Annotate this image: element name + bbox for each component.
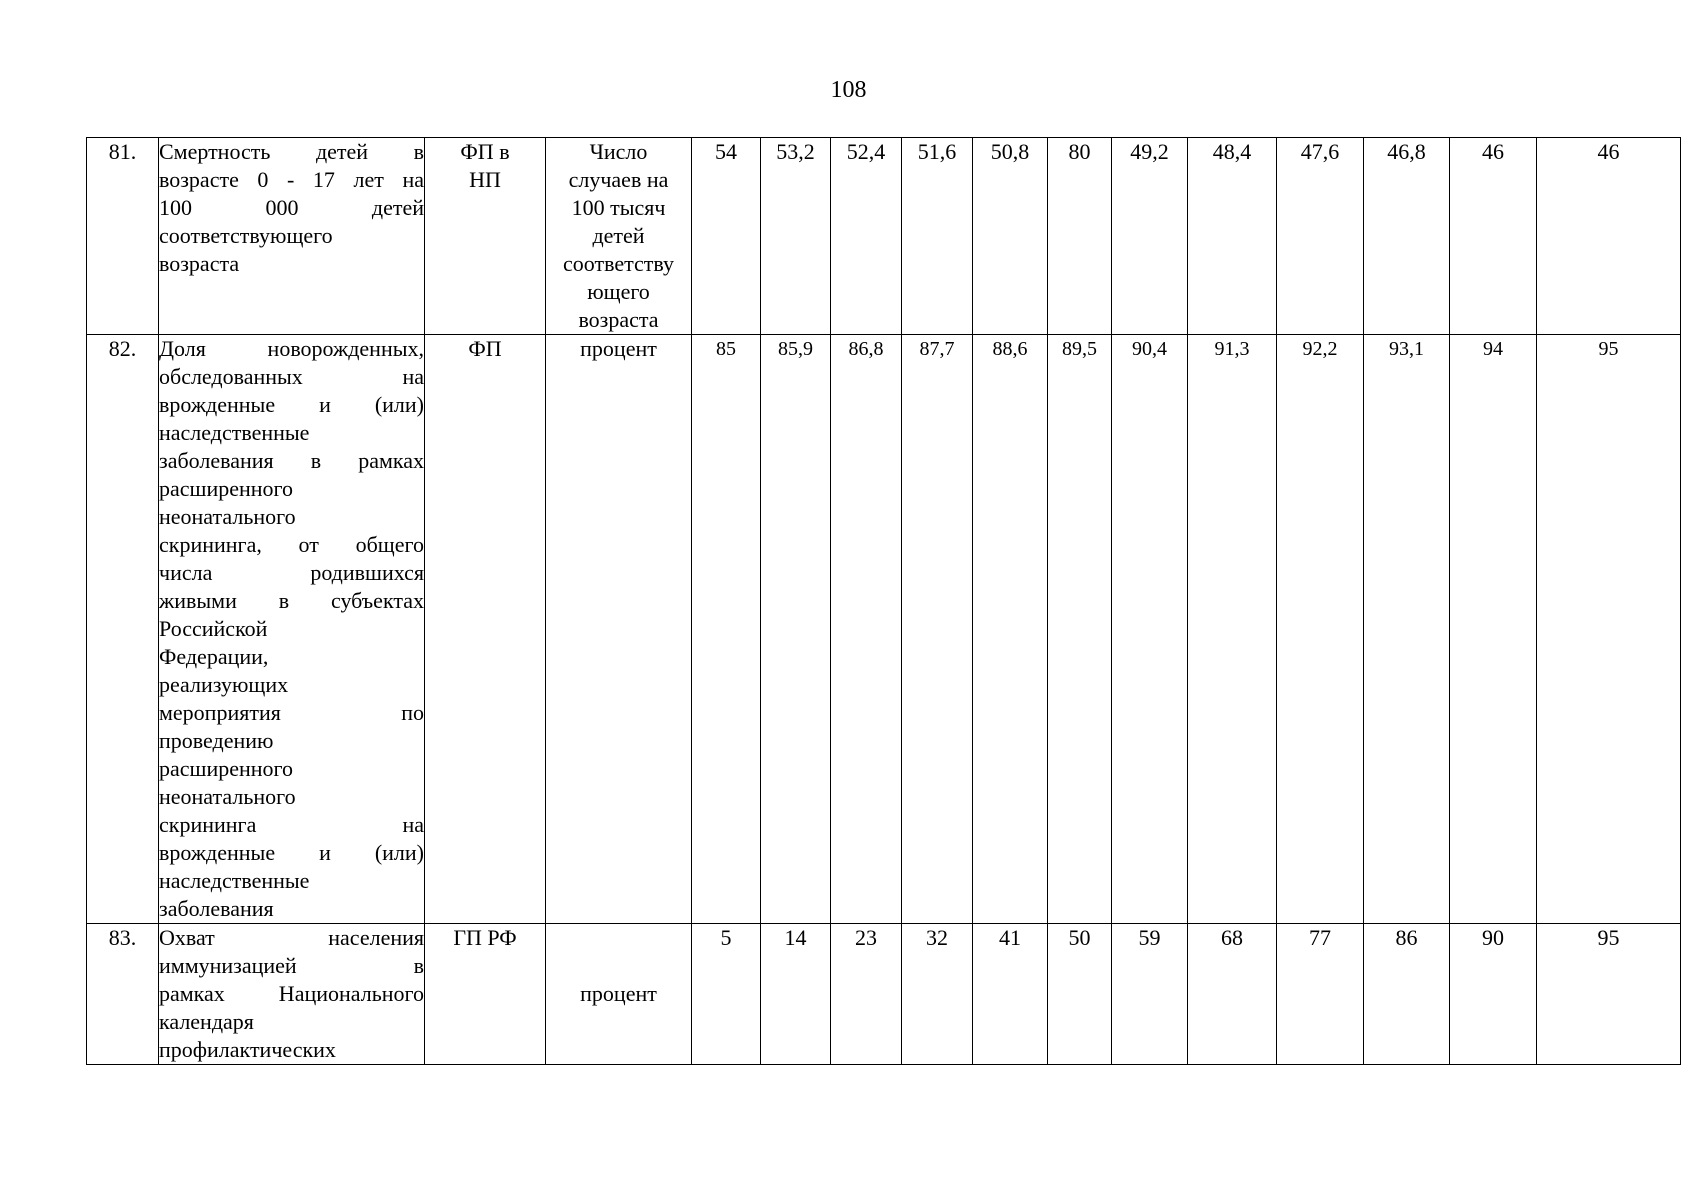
indicator-unit-line: процент <box>580 981 657 1006</box>
indicator-value: 53,2 <box>761 138 831 335</box>
table-row <box>87 138 1681 335</box>
indicator-value: 46 <box>1537 138 1681 335</box>
indicator-name-line: Доля новорожденных, <box>159 336 424 361</box>
indicator-value: 88,6 <box>973 335 1048 924</box>
indicator-source <box>425 335 546 924</box>
indicator-unit-line: детей <box>592 223 645 248</box>
indicator-value: 85,9 <box>761 335 831 924</box>
indicator-name <box>159 335 425 924</box>
indicator-name-line: реализующих <box>159 672 289 697</box>
table-row <box>87 335 1681 924</box>
indicator-name-line: наследственные <box>159 420 310 445</box>
indicator-name-line: скрининга на <box>159 812 424 837</box>
indicator-name-line: неонатального <box>159 784 296 809</box>
indicator-name-line: Федерации, <box>159 644 269 669</box>
indicator-value: 59 <box>1112 924 1188 1065</box>
indicator-unit <box>546 335 692 924</box>
row-number: 81. <box>87 138 159 335</box>
indicator-name-line: рамках Национального <box>159 981 424 1006</box>
indicator-name-line: заболевания <box>159 896 274 921</box>
indicator-unit <box>546 138 692 335</box>
indicator-value: 14 <box>761 924 831 1065</box>
indicator-unit-line: 100 тысяч <box>571 195 666 220</box>
indicator-value: 5 <box>692 924 761 1065</box>
indicator-value: 95 <box>1537 335 1681 924</box>
indicator-name-line: расширенного <box>159 476 294 501</box>
indicator-value: 52,4 <box>831 138 902 335</box>
indicator-value: 41 <box>973 924 1048 1065</box>
row-number: 83. <box>87 924 159 1065</box>
indicator-value: 50 <box>1048 924 1112 1065</box>
indicator-name-line: возрасте 0 - 17 лет на <box>159 167 424 192</box>
indicator-value: 93,1 <box>1364 335 1450 924</box>
indicator-name <box>159 138 425 335</box>
indicator-name-line: Российской <box>159 616 268 641</box>
indicators-table <box>86 137 1681 1065</box>
indicator-value: 86,8 <box>831 335 902 924</box>
indicator-name-line: соответствующего <box>159 223 333 248</box>
indicator-value: 94 <box>1450 335 1537 924</box>
indicator-source-line: НП <box>469 167 501 192</box>
indicator-source <box>425 924 546 1065</box>
indicator-name-line: профилактических <box>159 1037 336 1062</box>
indicator-unit-line: возраста <box>578 307 659 332</box>
indicator-value: 90,4 <box>1112 335 1188 924</box>
indicator-name-line: проведению <box>159 728 274 753</box>
indicator-value: 50,8 <box>973 138 1048 335</box>
page-number: 108 <box>830 77 867 103</box>
indicator-value: 46 <box>1450 138 1537 335</box>
indicator-value: 86 <box>1364 924 1450 1065</box>
indicator-name-line: неонатального <box>159 504 296 529</box>
indicator-name-line: мероприятия по <box>159 700 424 725</box>
indicator-name-line: врожденные и (или) <box>159 392 424 417</box>
indicator-name-line: заболевания в рамках <box>159 448 424 473</box>
indicator-source <box>425 138 546 335</box>
indicator-name-line: скрининга, от общего <box>159 532 424 557</box>
indicator-value: 91,3 <box>1188 335 1277 924</box>
indicator-name-line: возраста <box>159 251 240 276</box>
indicator-unit-line: случаев на <box>568 167 669 192</box>
indicator-name-line: иммунизацией в <box>159 953 424 978</box>
indicator-name-line: наследственные <box>159 868 310 893</box>
row-number: 82. <box>87 335 159 924</box>
indicator-source-line: ГП РФ <box>453 925 517 950</box>
indicator-value: 87,7 <box>902 335 973 924</box>
indicator-value: 54 <box>692 138 761 335</box>
indicator-value: 90 <box>1450 924 1537 1065</box>
indicator-value: 85 <box>692 335 761 924</box>
indicator-unit <box>546 924 692 1065</box>
indicator-value: 32 <box>902 924 973 1065</box>
indicator-value: 95 <box>1537 924 1681 1065</box>
indicator-value: 48,4 <box>1188 138 1277 335</box>
indicator-name-line: календаря <box>159 1009 254 1034</box>
indicator-name-line: Охват населения <box>159 925 424 950</box>
indicator-value: 47,6 <box>1277 138 1364 335</box>
indicator-value: 51,6 <box>902 138 973 335</box>
indicator-value: 46,8 <box>1364 138 1450 335</box>
indicator-name-line: обследованных на <box>159 364 424 389</box>
indicator-name-line: расширенного <box>159 756 294 781</box>
indicator-name-line: Смертность детей в <box>159 139 424 164</box>
indicator-unit-line: Число <box>589 139 648 164</box>
indicator-value: 49,2 <box>1112 138 1188 335</box>
indicator-value: 23 <box>831 924 902 1065</box>
indicator-name-line: числа родившихся <box>159 560 424 585</box>
table-row <box>87 924 1681 1065</box>
indicator-source-line: ФП <box>468 336 502 361</box>
indicator-unit-line: ющего <box>587 279 650 304</box>
indicator-unit-line: соответству <box>562 251 674 276</box>
indicator-value: 92,2 <box>1277 335 1364 924</box>
indicator-name-line: живыми в субъектах <box>159 588 424 613</box>
indicator-value: 68 <box>1188 924 1277 1065</box>
indicator-value: 89,5 <box>1048 335 1112 924</box>
indicator-name-line: врожденные и (или) <box>159 840 424 865</box>
indicator-value: 80 <box>1048 138 1112 335</box>
indicator-source-line: ФП в <box>460 139 510 164</box>
indicator-value: 77 <box>1277 924 1364 1065</box>
indicator-name-line: 100 000 детей <box>159 195 424 220</box>
indicator-unit-line: процент <box>580 336 657 361</box>
indicator-name <box>159 924 425 1065</box>
